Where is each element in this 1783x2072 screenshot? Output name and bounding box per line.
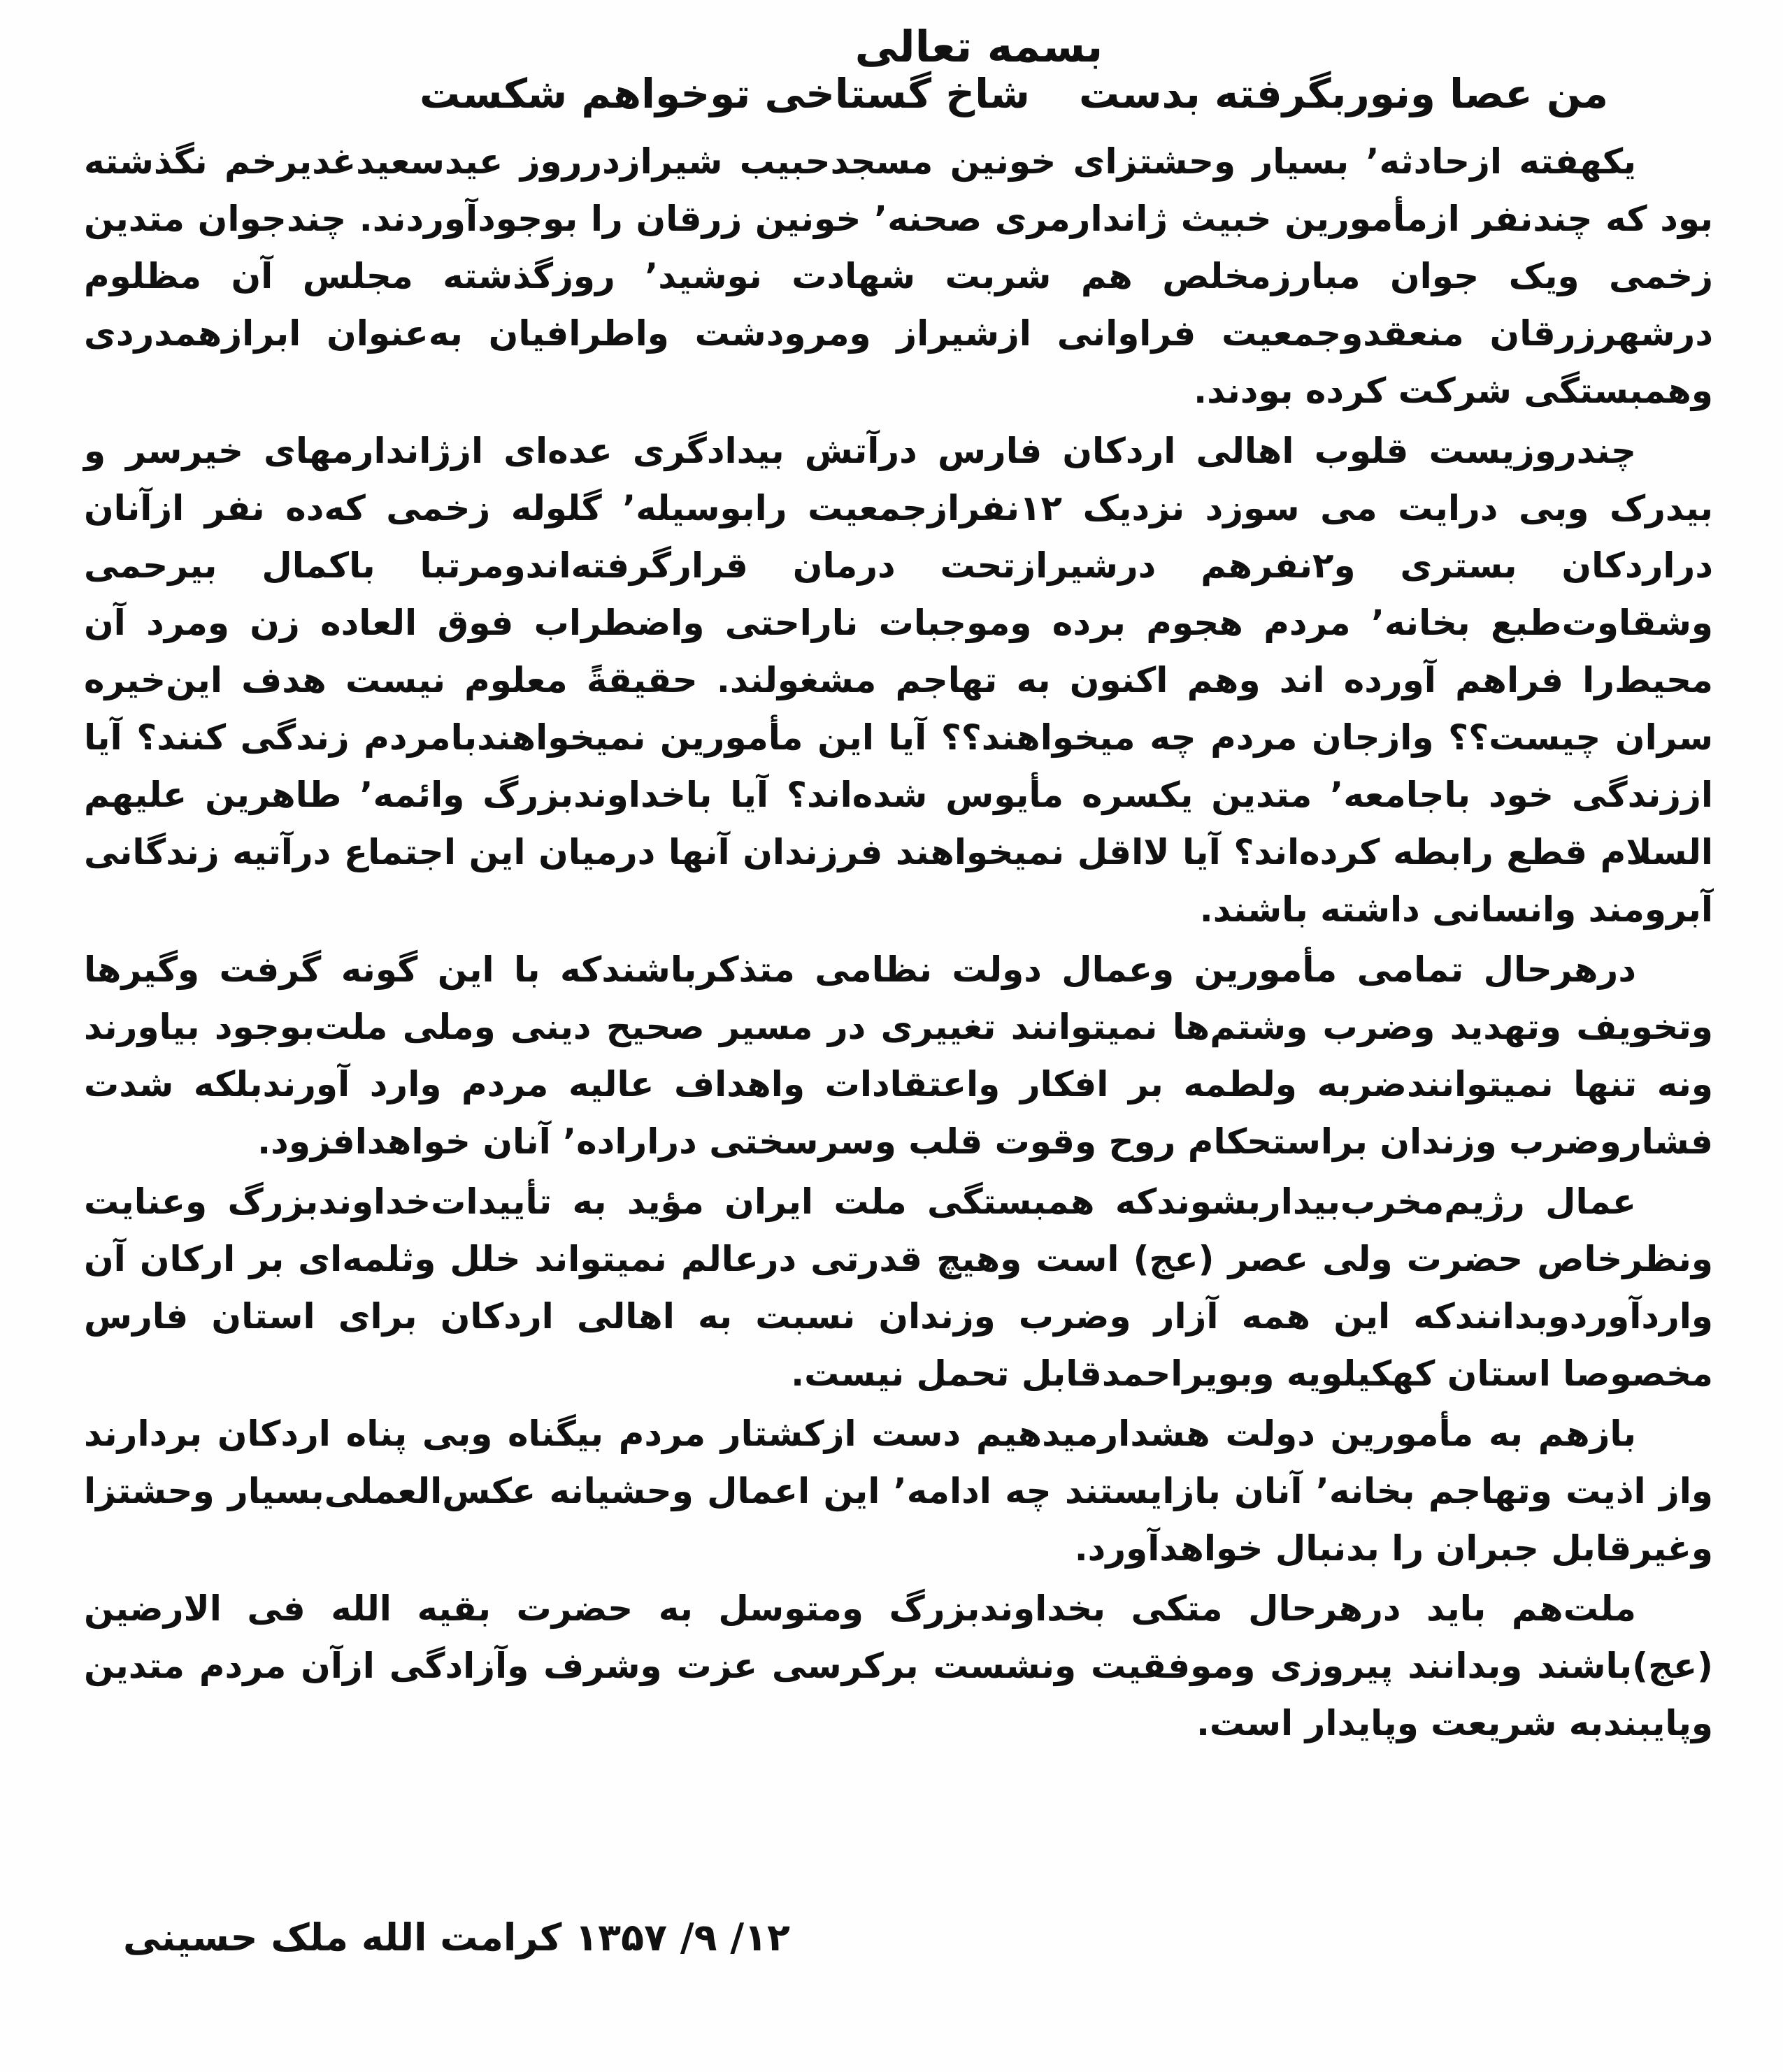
paragraph-national-solidarity: عمال رژیم‌مخرب‌بیداربشوندکه همبستگی ملت ایران مؤید به تأییدات‌خداوندبزرگ وعنایت ونظرخاص حضرت ولی عصر (عج) است وهیچ قدرتی درعالم نمیتواند خلل وثلمه‌ای بر ارکان آن واردآوردوبدانندکه این همه آزار وضرب وزندان نسبت به اهالی اردکان برای استان فارس مخصوصا استان کهکیلویه وبویراحمدقابل تحمل نیست. (84, 1181, 1713, 1394)
paragraph-zarghan-incident: یکهفته ازحادثه٬ بسیار وحشتزای خونین مسجدحبیب شیرازدرروز عیدسعیدغدیرخم نگذشته بود که چندنفر ازمأمورین خبیث ژاندارمری صحنه٬ خونین زرقان را بوجودآوردند. چندجوان متدین زخمی ویک جوان مبارزمخلص هم شربت شهادت نوشید٬ روزگذشته مجلس آن مظلوم درشهرزرقان منعقدوجمعیت فراوانی ازشیراز ومرودشت واطرافیان به‌عنوان ابرازهمدردی وهمبستگی شرکت کرده بودند. (84, 141, 1713, 411)
letter-body (84, 133, 1713, 1755)
signature-date: ۱۲/ ۹/ ۱۳۵۷ (575, 1915, 790, 1959)
poem-couplet (420, 70, 1608, 117)
signature-line (122, 1915, 790, 1959)
paragraph-final-warning: بازهم به مأمورین دولت هشدارمیدهیم دست ازکشتار مردم بیگناه وبی پناه اردکان بردارند واز اذیت وتهاجم بخانه٬ آنان بازایستند چه ادامه٬ این اعمال وحشیانه عکس‌العملی‌بسیار وحشتزا وغیرقابل جبران را بدنبال خواهدآورد. (84, 1413, 1713, 1569)
paragraph-call-to-nation: ملت‌هم باید درهرحال متکی بخداوندبزرگ ومتوسل به حضرت بقیه الله فی الارضین (عج)باشند وبدانند پیروزی وموفقیت ونشست برکرسی عزت وشرف وآزادگی ازآن مردم متدین وپایبندبه شریعت وپایدار است. (84, 1588, 1713, 1743)
couplet-first-hemistich: من عصا ونوربگرفته بدست (1079, 70, 1608, 117)
couplet-second-hemistich: شاخ گستاخی توخواهم شکست (420, 70, 1030, 117)
paragraph-ardakan-incident: چندروزیست قلوب اهالی اردکان فارس درآتش بیدادگری عده‌ای ازژاندارمهای خیرسر و بیدرک وبی درایت می سوزد نزدیک ۱۲نفرازجمعیت رابوسیله٬ گلوله زخمی که‌ده نفر ازآنان دراردکان بستری و۲نفرهم درشیرازتحت درمان قرارگرفته‌اندومرتبا باکمال بیرحمی وشقاوت‌طبع بخانه٬ مردم هجوم برده وموجبات ناراحتی واضطراب فوق العاده زن ومرد آن محیط‌را فراهم آورده اند وهم اکنون به تهاجم مشغولند. حقیقةً معلوم نیست هدف این‌خیره سران چیست؟؟ وازجان مردم چه میخواهند؟؟ آیا این مأمورین نمیخواهند‌بامردم زندگی کنند؟ آیا اززندگی خود باجامعه٬ متدین یکسره مأیوس شده‌اند؟ آیا باخداوندبزرگ وائمه٬ طاهرین علیهم السلام قطع رابطه کرده‌اند؟ آیا لااقل نمیخواهند فرزندان آنها درمیان این اجتماع درآتیه زندگانی آبرومند وانسانی داشته باشند. (84, 431, 1714, 930)
signature-name: کرامت الله ملک حسینی (122, 1915, 562, 1959)
bismillah-heading: بسمه تعالی (854, 21, 1103, 72)
paragraph-warning-officials: درهرحال تمامی مأمورین وعمال دولت نظامی متذکرباشندکه با این گونه گرفت وگیرها وتخویف وتهدید وضرب وشتم‌ها نمیتوانند تغییری در مسیر صحیح دینی وملی ملت‌بوجود بیاورند ونه تنها نمیتوانندضربه ولطمه بر افکار واعتقادات واهداف عالیه مردم وارد آورندبلکه شدت فشاروضرب وزندان براستحکام روح وقوت قلب وسرسختی دراراده٬ آنان خواهدافزود. (84, 949, 1713, 1162)
